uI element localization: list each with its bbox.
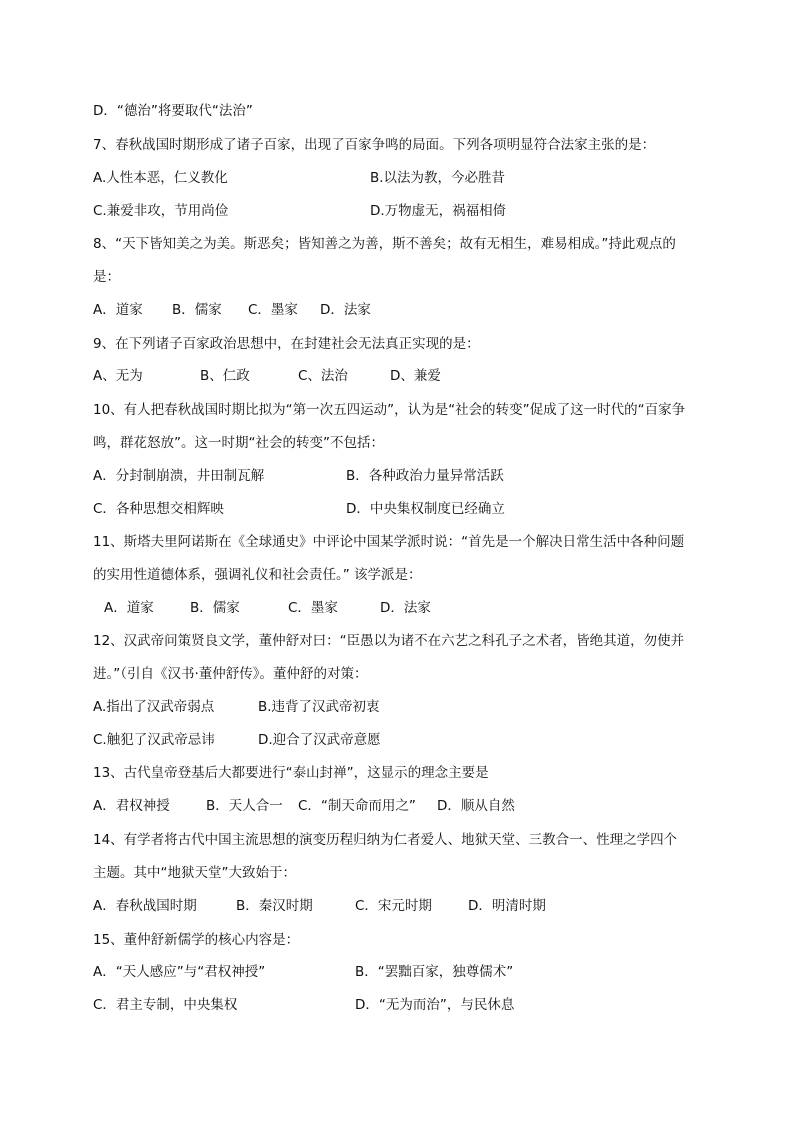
q15-option-a: A．“天人感应”与“君权神授” (93, 964, 266, 980)
q11-option-c: C．墨家 (288, 600, 338, 616)
q7-option-b: B.以法为教，今必胜昔 (370, 170, 506, 186)
q7-stem: 7、春秋战国时期形成了诸子百家，出现了百家争鸣的局面。下列各项明显符合法家主张的是： (93, 137, 656, 153)
q6-option-d: D．“德治”将要取代“法治” (93, 103, 253, 119)
q14-stem-line-2: 主题。其中“地狱天堂”大致始于： (93, 865, 296, 881)
q11-option-d: D．法家 (380, 600, 431, 616)
q9-stem: 9、在下列诸子百家政治思想中，在封建社会无法真正实现的是： (93, 336, 480, 352)
q15-option-c: C．君主专制，中央集权 (93, 997, 238, 1013)
q8-option-b: B．儒家 (172, 302, 222, 318)
q11-option-b: B．儒家 (190, 600, 240, 616)
q8-stem-line-1: 8、“天下皆知美之为美。斯恶矣；皆知善之为善，斯不善矣；故有无相生，难易相成。”持此观点的 (93, 236, 676, 252)
q12-option-a: A.指出了汉武帝弱点 (93, 699, 215, 715)
q10-stem-line-2: 鸣，群花怒放”。这一时期“社会的转变”不包括： (93, 435, 384, 451)
q15-option-b: B．“罢黜百家，独尊儒术” (355, 964, 514, 980)
q11-stem-line-1: 11、斯塔夫里阿诺斯在《全球通史》中评论中国某学派时说：“首先是一个解决日常生活中各种问题 (93, 534, 685, 550)
q12-stem-line-1: 12、汉武帝问策贤良文学，董仲舒对曰：“臣愚以为诸不在六艺之科孔子之术者，皆绝其道，勿使并 (93, 633, 685, 649)
q12-option-d: D.迎合了汉武帝意愿 (258, 732, 381, 748)
q14-option-d: D．明清时期 (468, 898, 546, 914)
q12-stem-line-2: 进。”（引自《汉书·董仲舒传》。董仲舒的对策： (93, 666, 368, 682)
q11-option-a: A．道家 (104, 600, 154, 616)
q7-option-c: C.兼爱非攻，节用尚俭 (93, 203, 229, 219)
q10-option-b: B．各种政治力量异常活跃 (346, 468, 504, 484)
q14-option-c: C．宋元时期 (355, 898, 432, 914)
q8-option-d: D．法家 (320, 302, 371, 318)
q13-option-b: B．天人合一 (206, 798, 283, 814)
q9-option-b: B、仁政 (200, 368, 250, 384)
q12-option-c: C.触犯了汉武帝忌讳 (93, 732, 215, 748)
q9-option-c: C、法治 (298, 368, 348, 384)
q14-stem-line-1: 14、有学者将古代中国主流思想的演变历程归纳为仁者爱人、地狱天堂、三教合一、性理之学四个 (93, 832, 678, 848)
q14-option-a: A．春秋战国时期 (93, 898, 197, 914)
q15-option-d: D．“无为而治”，与民休息 (355, 997, 515, 1013)
q10-option-a: A．分封制崩溃，井田制瓦解 (93, 468, 265, 484)
q7-option-d: D.万物虚无，祸福相倚 (370, 203, 507, 219)
q8-option-a: A．道家 (93, 302, 143, 318)
q8-stem-line-2: 是： (93, 269, 120, 285)
q11-stem-line-2: 的实用性道德体系，强调礼仪和社会责任。” 该学派是： (93, 567, 422, 583)
q10-stem-line-1: 10、有人把春秋战国时期比拟为“第一次五四运动”，认为是“社会的转变”促成了这一时代的“百家争 (93, 402, 686, 418)
q12-option-b: B.违背了汉武帝初衷 (258, 699, 380, 715)
q13-stem: 13、古代皇帝登基后大都要进行“泰山封禅”，这显示的理念主要是 (93, 765, 489, 781)
q8-option-c: C．墨家 (248, 302, 298, 318)
q13-option-c: C．“制天命而用之” (298, 798, 416, 814)
q9-option-d: D、兼爱 (390, 368, 441, 384)
q14-option-b: B．秦汉时期 (236, 898, 313, 914)
q7-option-a: A.人性本恶，仁义教化 (93, 170, 228, 186)
q15-stem: 15、董仲舒新儒学的核心内容是： (93, 932, 300, 948)
q10-option-c: C．各种思想交相辉映 (93, 501, 224, 517)
q13-option-d: D．顺从自然 (437, 798, 515, 814)
q13-option-a: A．君权神授 (93, 798, 170, 814)
q9-option-a: A、无为 (93, 368, 143, 384)
q10-option-d: D．中央集权制度已经确立 (346, 501, 505, 517)
